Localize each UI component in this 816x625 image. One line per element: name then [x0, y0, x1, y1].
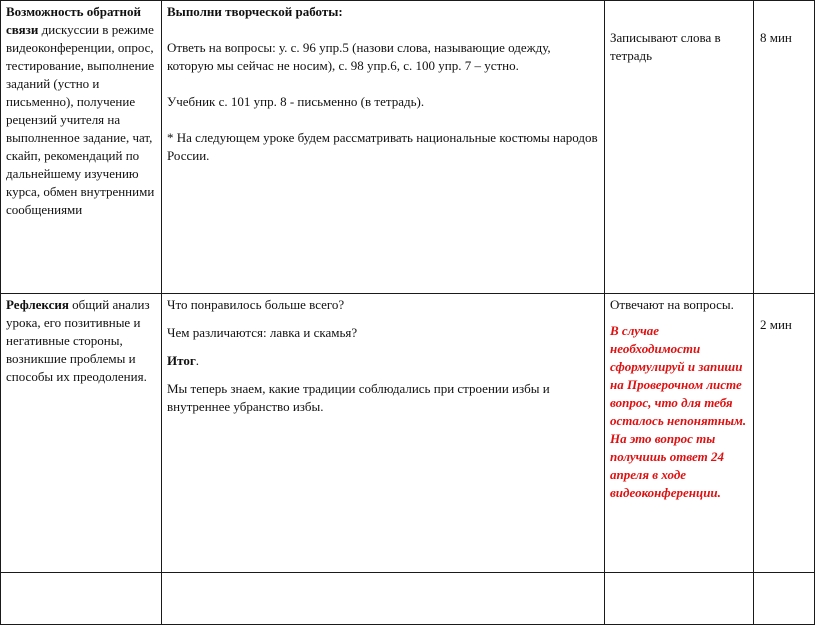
empty-cell — [1, 573, 162, 625]
summary-label-line — [167, 352, 599, 370]
teacher-activity-cell — [162, 294, 605, 573]
student-activity-text: Отвечают на вопросы. — [610, 297, 734, 312]
summary-label: Итог — [167, 353, 196, 368]
activity-next-lesson-note: * На следующем уроке будем рассматривать национальные костюмы народов России. — [167, 130, 598, 163]
stage-title: Возможность обратной связи — [6, 4, 142, 37]
activity-written-task: Учебник с. 101 упр. 8 - письменно (в тетрадь). — [167, 94, 425, 109]
stage-description: общий анализ урока, его позитивные и негативные стороны, возникшие проблемы и способы их преодоления. — [6, 297, 150, 384]
stage-description: дискуссии в режиме видеоконференции, опрос, тестирование, выполнение заданий (устно и письменно), получение рецензий учителя на выполненное задание, чат, скайп, рекомендаций по дальнейшему изучению курса, обмен внутренними сообщениями — [6, 22, 155, 217]
teacher-activity-cell — [162, 1, 605, 294]
time-value: 8 мин — [760, 30, 792, 45]
time-cell — [754, 294, 815, 573]
empty-cell — [605, 573, 754, 625]
stage-cell — [1, 1, 162, 294]
activity-oral-task: Ответь на вопросы: у. с. 96 упр.5 (назови слова, называющие одежду, которую мы сейчас не носим), с. 98 упр.6, с. 100 упр. 7 – устно. — [167, 40, 551, 73]
stage-title: Рефлексия — [6, 297, 69, 312]
activity-heading: Выполни творческой работы: — [167, 4, 343, 19]
table-row-reflection — [1, 294, 815, 573]
reflection-question-2: Чем различаются: лавка и скамья? — [167, 325, 358, 340]
student-activity-cell — [605, 1, 754, 294]
empty-cell — [162, 573, 605, 625]
stage-cell — [1, 294, 162, 573]
student-activity-text: Записывают слова в тетрадь — [610, 30, 721, 63]
student-activity-cell — [605, 294, 754, 573]
table-row-empty — [1, 573, 815, 625]
empty-cell — [754, 573, 815, 625]
table-row-feedback — [1, 1, 815, 294]
summary-label-dot: . — [195, 353, 199, 368]
student-instruction-note: В случае необходимости сформулируй и запиши на Проверочном листе вопрос, что для тебя осталось непонятным. На это вопрос ты получишь ответ 24 апреля в ходе видеоконференции. — [610, 323, 747, 500]
time-cell — [754, 1, 815, 294]
reflection-question-1: Что понравилось больше всего? — [167, 297, 345, 312]
summary-text: Мы теперь знаем, какие традиции соблюдались при строении избы и внутреннее убранство избы. — [167, 381, 550, 414]
time-value: 2 мин — [760, 317, 792, 332]
